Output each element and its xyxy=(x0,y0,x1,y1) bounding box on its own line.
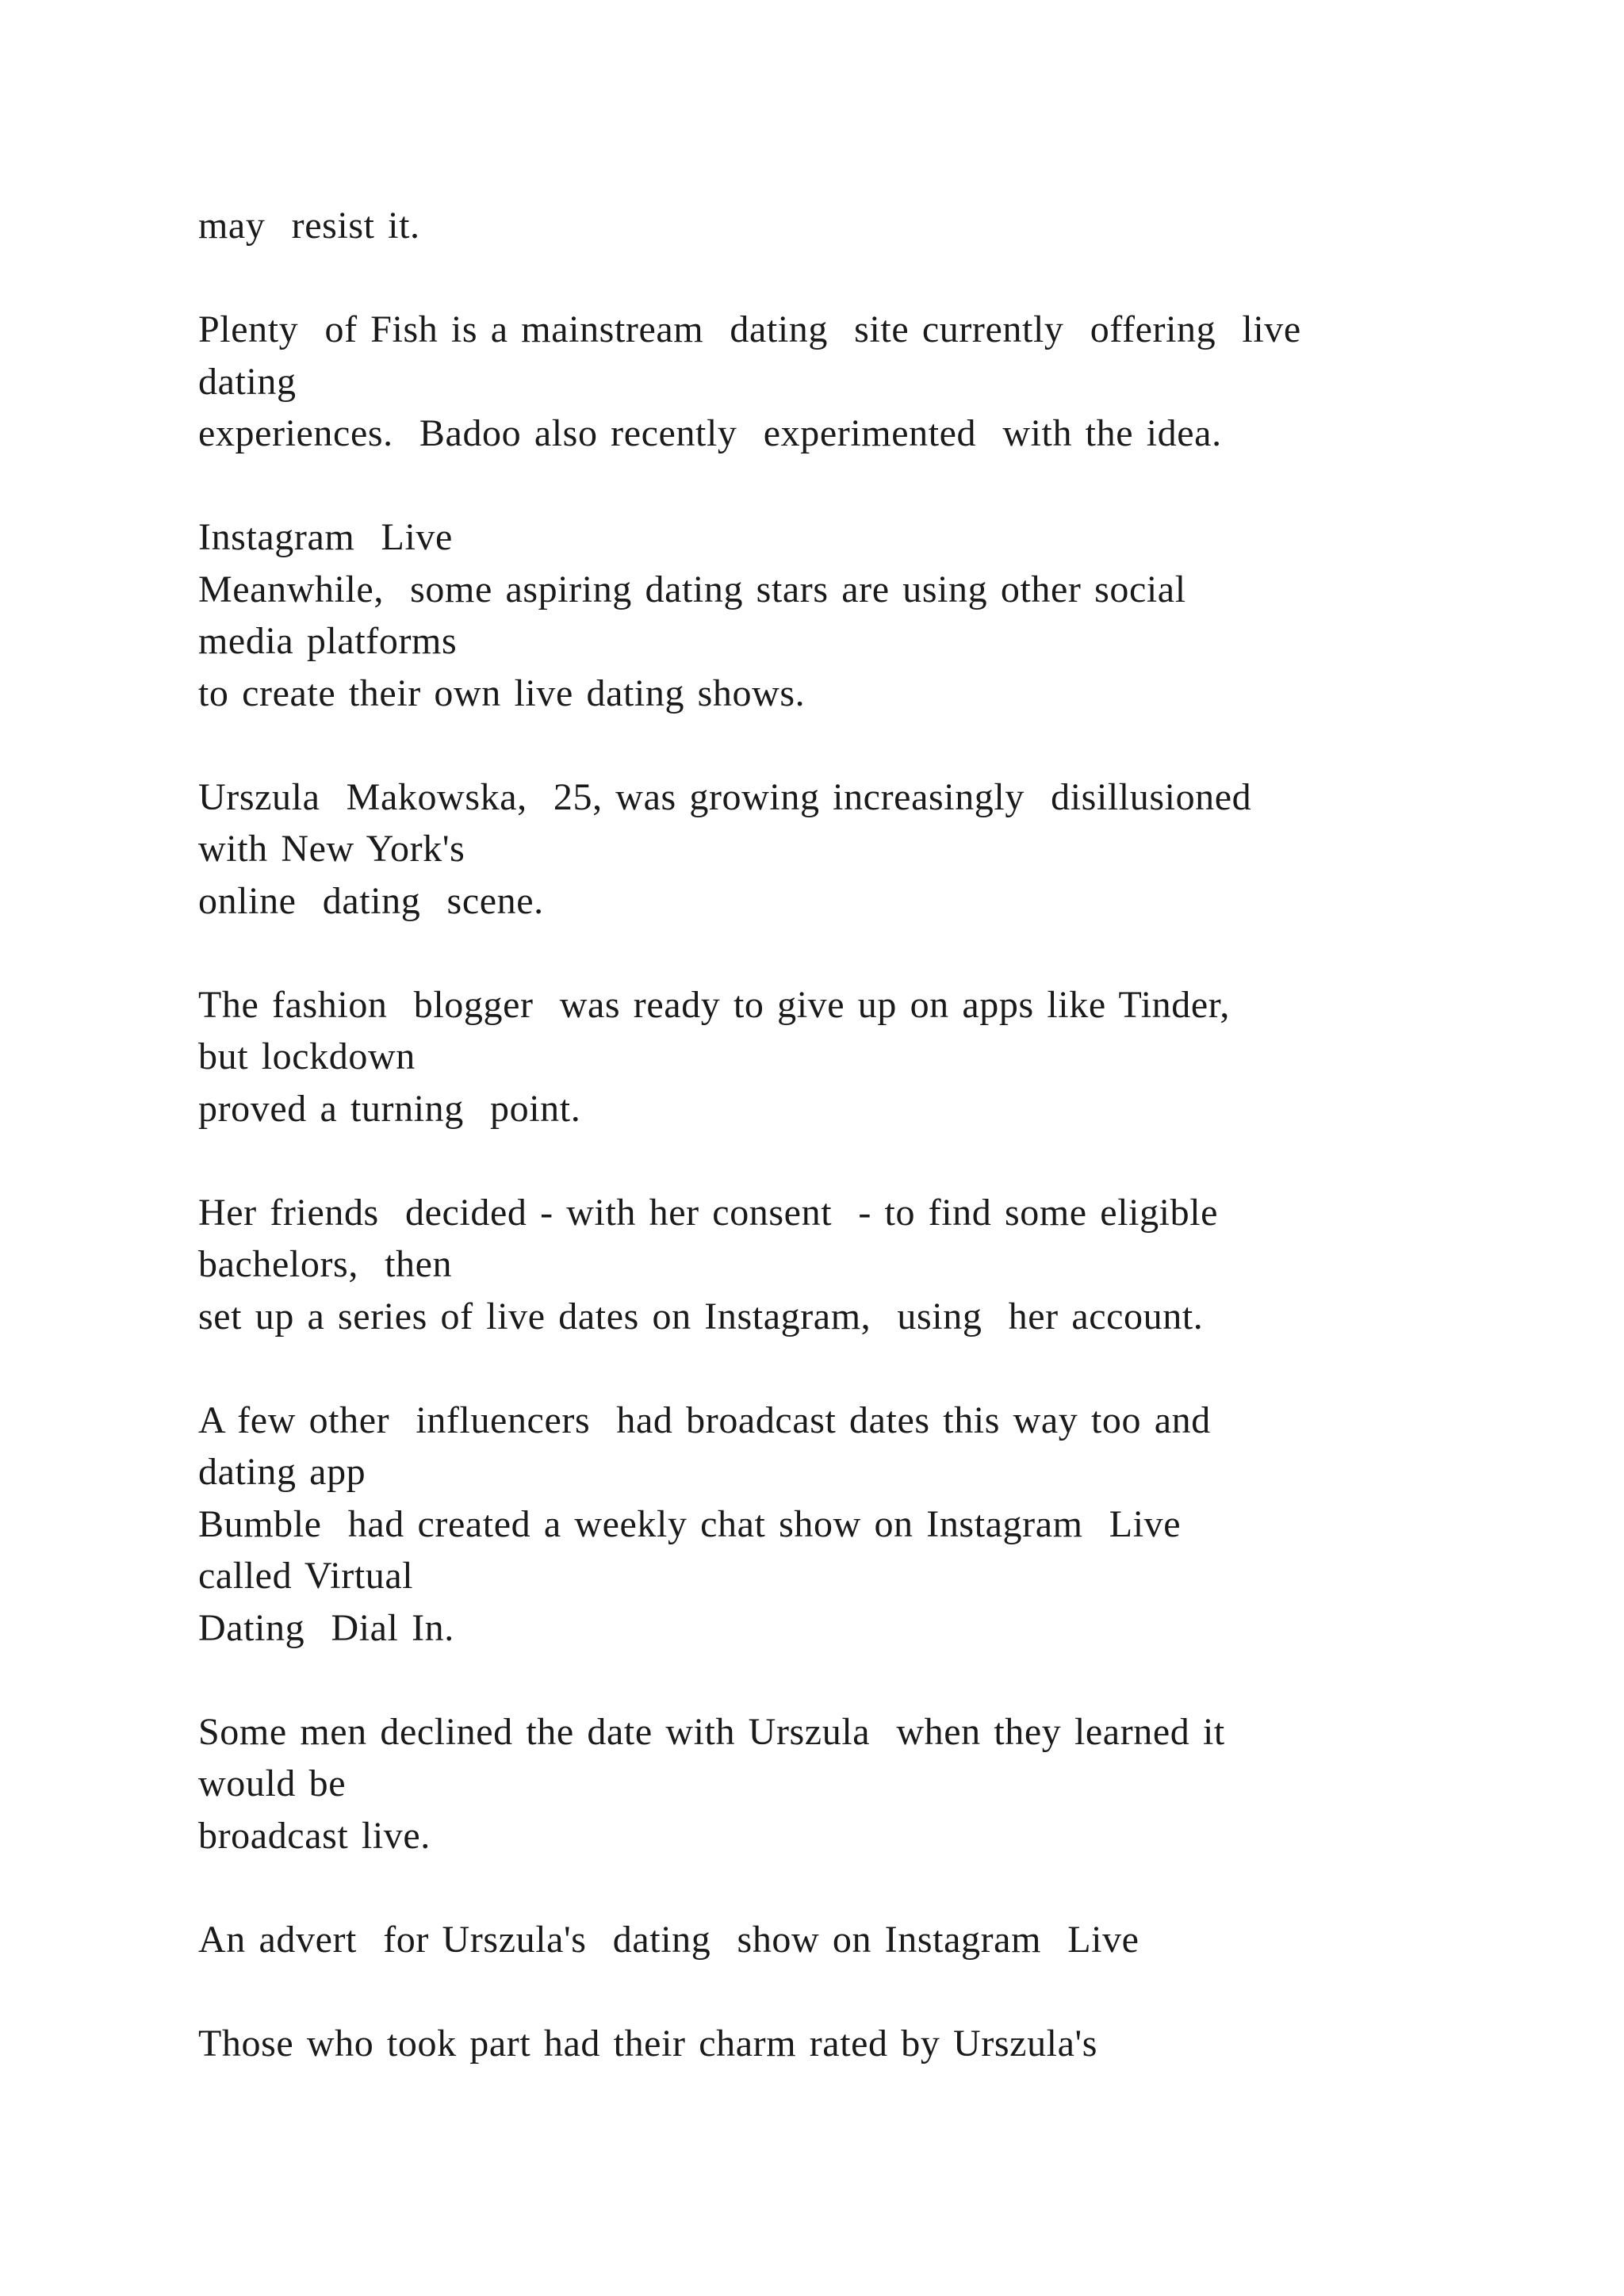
paragraph-gap xyxy=(198,460,1515,512)
paragraph-gap xyxy=(198,1965,1515,2018)
section-heading: Instagram Live xyxy=(198,516,453,558)
text-line: with New York's xyxy=(198,828,465,870)
image-caption: An advert for Urszula's dating show on Instagram Live xyxy=(198,1918,1139,1961)
paragraph-gap xyxy=(198,927,1515,979)
text-line: may resist it. xyxy=(198,205,420,247)
text-line: Her friends decided - with her consent - to find some eligible xyxy=(198,1191,1219,1234)
text-line: Bumble had created a weekly chat show on Instagram Live xyxy=(198,1502,1182,1545)
paragraph xyxy=(198,1187,1515,1343)
text-line: but lockdown xyxy=(198,1035,416,1077)
text-line: Dating Dial In. xyxy=(198,1606,454,1649)
paragraph-gap xyxy=(198,1135,1515,1187)
document-body xyxy=(198,200,1515,2069)
paragraph xyxy=(198,1914,1515,1966)
text-line: to create their own live dating shows. xyxy=(198,672,806,714)
text-line: A few other influencers had broadcast dates this way too and xyxy=(198,1399,1211,1441)
text-line: Some men declined the date with Urszula when they learned it xyxy=(198,1710,1225,1753)
paragraph-gap xyxy=(198,1654,1515,1706)
text-line: Meanwhile, some aspiring dating stars are using other social xyxy=(198,568,1186,610)
paragraph xyxy=(198,2018,1515,2070)
text-line: Those who took part had their charm rated by Urszula's xyxy=(198,2022,1098,2064)
text-line: experiences. Badoo also recently experimented with the idea. xyxy=(198,412,1222,454)
text-line: online dating scene. xyxy=(198,879,544,922)
text-line: Plenty of Fish is a mainstream dating site currently offering live xyxy=(198,308,1301,350)
text-line: dating app xyxy=(198,1451,366,1493)
text-line: would be xyxy=(198,1762,347,1804)
paragraph xyxy=(198,511,1515,719)
paragraph xyxy=(198,1706,1515,1862)
text-line: media platforms xyxy=(198,620,458,662)
paragraph xyxy=(198,1395,1515,1655)
text-line: set up a series of live dates on Instagram, using her account. xyxy=(198,1295,1204,1337)
paragraph-gap xyxy=(198,719,1515,771)
paragraph-gap xyxy=(198,1862,1515,1914)
text-line: Urszula Makowska, 25, was growing increasingly disillusioned xyxy=(198,775,1252,818)
text-line: The fashion blogger was ready to give up on apps like Tinder, xyxy=(198,983,1231,1026)
paragraph xyxy=(198,979,1515,1135)
paragraph xyxy=(198,304,1515,460)
text-line: broadcast live. xyxy=(198,1814,431,1857)
paragraph xyxy=(198,771,1515,928)
paragraph-gap xyxy=(198,252,1515,304)
text-line: bachelors, then xyxy=(198,1243,453,1285)
text-line: called Virtual xyxy=(198,1555,414,1597)
text-line: proved a turning point. xyxy=(198,1087,581,1130)
text-line: dating xyxy=(198,360,297,403)
paragraph xyxy=(198,200,1515,252)
paragraph-gap xyxy=(198,1342,1515,1395)
